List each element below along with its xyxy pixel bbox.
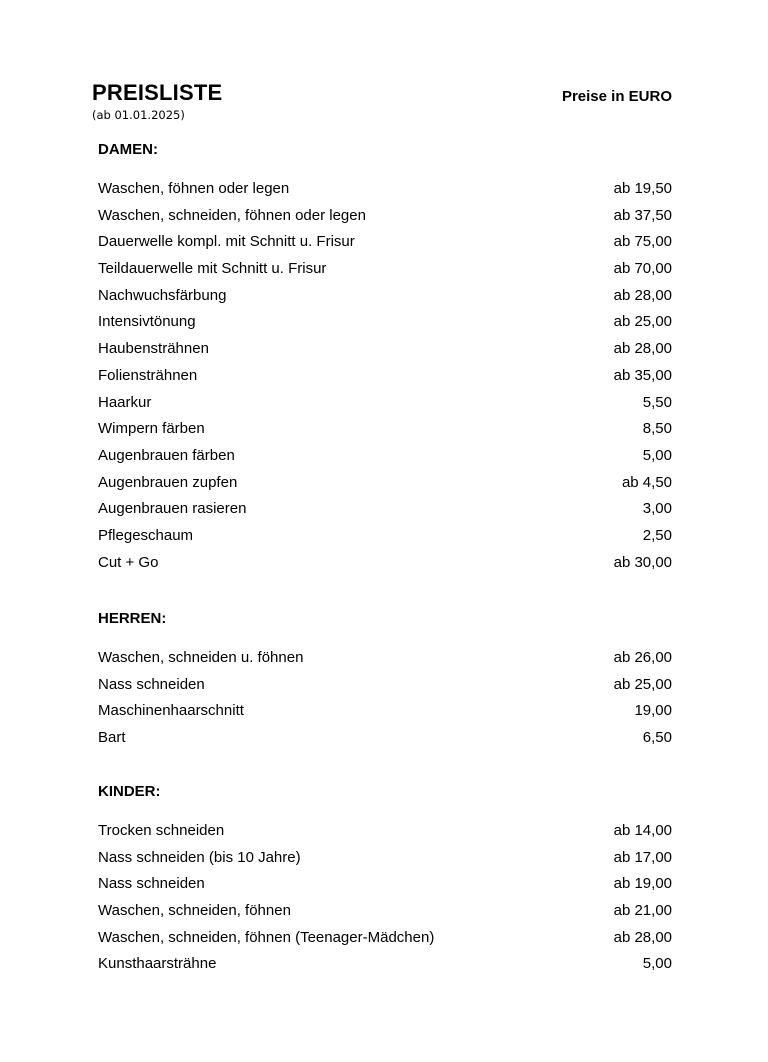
- price-list: [98, 645, 672, 752]
- service-name: Waschen, schneiden, föhnen oder legen: [98, 206, 366, 224]
- service-name: Intensivtönung: [98, 313, 196, 331]
- service-name: Cut + Go: [98, 553, 159, 571]
- section-herren: [98, 609, 672, 752]
- price-list-item: [98, 309, 672, 336]
- price-list-item: [98, 645, 672, 672]
- currency-note: Preise in EURO: [561, 88, 672, 105]
- service-name: Nass schneiden: [98, 675, 205, 693]
- price-list-item: [98, 672, 672, 699]
- service-name: Foliensträhnen: [98, 366, 198, 384]
- price-list-item: [98, 176, 672, 203]
- service-name: Haubensträhnen: [98, 340, 209, 358]
- service-price: ab 75,00: [613, 233, 672, 251]
- service-price: ab 14,00: [613, 822, 672, 839]
- section-kinder: [98, 782, 672, 978]
- price-list-item: [98, 336, 672, 363]
- price-list-item: [98, 725, 672, 752]
- service-name: Maschinenhaarschnitt: [98, 702, 244, 720]
- price-list: [98, 176, 672, 576]
- price-list-item: [98, 845, 672, 872]
- service-name: Waschen, schneiden, föhnen: [98, 902, 291, 920]
- service-name: Augenbrauen rasieren: [98, 500, 247, 518]
- service-price: ab 21,00: [613, 902, 672, 920]
- service-price: ab 28,00: [613, 928, 672, 946]
- price-list-item: [98, 871, 672, 898]
- price-list-item: [98, 925, 672, 952]
- service-name: Teildauerwelle mit Schnitt u. Frisur: [98, 260, 327, 278]
- section-heading: DAMEN:: [98, 141, 158, 158]
- service-name: Waschen, föhnen oder legen: [98, 180, 290, 197]
- service-price: 8,50: [642, 420, 672, 438]
- service-name: Trocken schneiden: [98, 822, 225, 839]
- service-price: ab 25,00: [613, 675, 672, 693]
- service-price: ab 30,00: [613, 553, 672, 571]
- price-list: [98, 818, 672, 978]
- service-name: Waschen, schneiden u. föhnen: [98, 649, 304, 666]
- price-list-item: [98, 523, 672, 550]
- section-heading: KINDER:: [98, 783, 161, 800]
- price-list-item: [98, 390, 672, 417]
- price-list-item: [98, 550, 672, 577]
- service-price: ab 19,50: [613, 180, 672, 197]
- service-price: ab 35,00: [613, 366, 672, 384]
- service-name: Bart: [98, 729, 126, 747]
- service-price: 5,50: [642, 393, 672, 411]
- service-name: Nachwuchsfärbung: [98, 286, 227, 304]
- service-price: ab 70,00: [613, 260, 672, 278]
- price-list-item: [98, 416, 672, 443]
- service-price: 3,00: [642, 500, 672, 518]
- service-name: Dauerwelle kompl. mit Schnitt u. Frisur: [98, 233, 355, 251]
- service-name: Haarkur: [98, 393, 152, 411]
- service-price: ab 4,50: [621, 473, 672, 491]
- service-name: Augenbrauen zupfen: [98, 473, 238, 491]
- service-name: Pflegeschaum: [98, 526, 194, 544]
- service-price: 6,50: [642, 729, 672, 747]
- service-name: Nass schneiden: [98, 875, 205, 893]
- service-price: 19,00: [634, 702, 672, 720]
- price-list-item: [98, 698, 672, 725]
- price-list-item: [98, 470, 672, 497]
- valid-from-note: (ab 01.01.2025): [92, 108, 185, 122]
- price-list-item: [98, 363, 672, 390]
- price-list-item: [98, 898, 672, 925]
- service-price: ab 19,00: [613, 875, 672, 893]
- service-price: ab 28,00: [613, 286, 672, 304]
- service-price: ab 25,00: [613, 313, 672, 331]
- service-price: ab 28,00: [613, 340, 672, 358]
- page-title: PREISLISTE: [92, 80, 223, 105]
- service-name: Kunsthaarsträhne: [98, 955, 217, 973]
- service-name: Nass schneiden (bis 10 Jahre): [98, 848, 301, 866]
- service-price: ab 37,50: [613, 206, 672, 224]
- price-list-item: [98, 496, 672, 523]
- service-name: Waschen, schneiden, föhnen (Teenager-Mädchen): [98, 928, 435, 946]
- price-list-item: [98, 443, 672, 470]
- service-price: 2,50: [642, 526, 672, 544]
- price-list-item: [98, 951, 672, 978]
- price-list-item: [98, 229, 672, 256]
- price-list-item: [98, 283, 672, 310]
- service-name: Wimpern färben: [98, 420, 205, 438]
- price-list-item: [98, 818, 672, 845]
- service-price: ab 17,00: [613, 848, 672, 866]
- service-name: Augenbrauen färben: [98, 446, 235, 464]
- service-price: 5,00: [642, 446, 672, 464]
- price-list-item: [98, 256, 672, 283]
- service-price: 5,00: [642, 955, 672, 973]
- section-damen: [98, 140, 672, 576]
- section-heading: HERREN:: [98, 610, 167, 627]
- price-list-item: [98, 203, 672, 230]
- service-price: ab 26,00: [613, 649, 672, 666]
